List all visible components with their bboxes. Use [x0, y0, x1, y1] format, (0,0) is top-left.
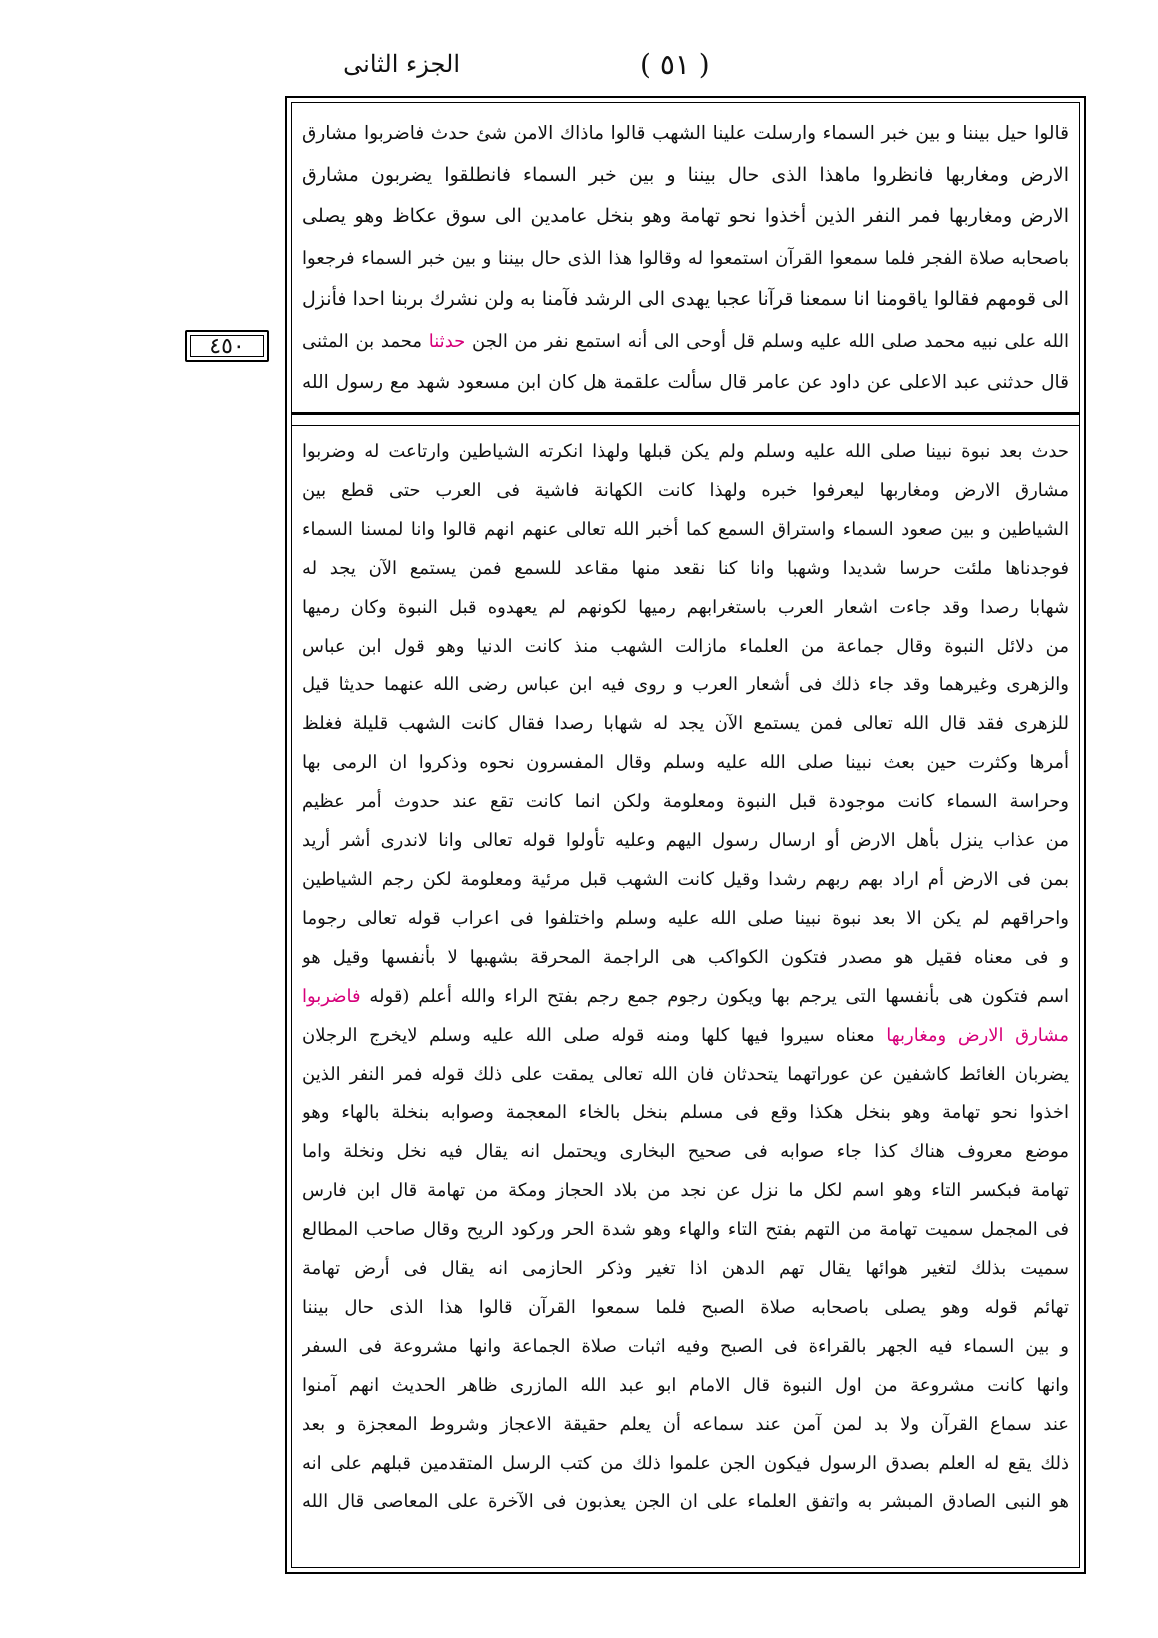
sharh-line: واحراقهم لم يكن الا بعد نبوة نبينا صلى الله عليه وسلم واختلفوا فى اعراب قوله تعالى رجوما — [302, 907, 1069, 929]
sharh-line: من دلائل النبوة وقال جماعة من العلماء مازالت الشهب منذ كانت الدنيا وهو قول ابن عباس — [302, 635, 1069, 657]
sharh-line — [302, 978, 1069, 1017]
sharh-line: ذلك يقع له العلم بصدق الرسول فيكون الجن علموا ذلك من كتب الرسل المتقدمين قبلهم على انه — [302, 1452, 1069, 1474]
matn-text-segment: محمد بن المثنى — [302, 330, 423, 352]
sharh-line: وحراسة السماء كانت موجودة قبل النبوة ومعلومة ولكن انما كانت تقع عند حدوث أمر عظيم — [302, 791, 1069, 813]
matn-line: الى قومهم فقالوا ياقومنا انا سمعنا قرآنا عجبا يهدى الى الرشد فآمنا به ولن نشرك بربنا احدا فأنزل — [302, 288, 1069, 310]
page-header — [280, 48, 1080, 88]
sharh-line: والزهرى وغيرهما وقد جاء ذلك فى أشعار العرب و روى فيه ابن عباس رضى الله عنهما حديثا قيل — [302, 674, 1069, 696]
quoted-phrase: مشارق الارض ومغاربها — [886, 1024, 1069, 1046]
sharh-text-segment: اسم فتكون هى بأنفسها التى يرجم بها ويكون رجوم جمع رجم بفتح الراء والله أعلم (قوله — [369, 985, 1069, 1007]
sharh-line: للزهرى فقد قال الله تعالى فمن يستمع الآن يجد له شهابا رصدا فقال كانت الشهب قليلة فغلظ — [302, 713, 1069, 735]
sharh-line: عند سماع القرآن ولا بد لمن آمن عند سماعه أن يعلم حقيقة الاعجاز وشروط المعجزة و بعد — [302, 1413, 1069, 1435]
sharh-line: هو النبى الصادق المبشر به واتفق العلماء على ان الجن يعذبون فى الآخرة على المعاصى قال الله — [302, 1491, 1069, 1513]
matn-line: الارض ومغاربها فانظروا ماهذا الذى حال بيننا و بين خبر السماء فانطلقوا يضربون مشارق — [302, 163, 1069, 186]
sharh-line: فى المجمل سميت تهامة من التهم بفتح التاء والهاء وهو شدة الحر وركود الريح وقال صاحب المطالع — [302, 1219, 1069, 1241]
sharh-line: يضربان الغائط كاشفين عن عوراتهما يتحدثان فان الله تعالى يمقت على ذلك قوله فمر النفر الذين — [302, 1063, 1069, 1085]
sharh-line: الشياطين و بين صعود السماء واستراق السمع كما أخبر الله تعالى عنهم انهم قالوا وانا لمسنا السماء — [302, 518, 1069, 540]
volume-label: الجزء الثانى — [343, 50, 460, 78]
hadith-number: ٤٥٠ — [209, 333, 245, 359]
sharh-line: سميت بذلك لتغير هوائها يقال تهم الدهن اذا تغير وذكر الحازمى انه يقال فى أرض تهامة — [302, 1258, 1069, 1280]
sharh-line: تهامة فبكسر التاء وهو اسم لكل ما نزل عن نجد من بلاد الحجاز ومكة من تهامة قال ابن فارس — [302, 1180, 1069, 1202]
sharh-line: وانها كانت مشروعة من اول النبوة قال الامام ابو عبد الله المازرى ظاهر الحديث انهم آمنوا — [302, 1374, 1069, 1396]
sharh-line: موضع معروف هناك كذا جاء صوابه فى صحيح البخارى ويحتمل انه يقال فيه نخل ونخلة واما — [302, 1141, 1069, 1163]
sharh-line: اخذوا نحو تهامة وهو بنخل هكذا وقع فى مسلم بنخل بالخاء المعجمة وصوابه بنخلة بالهاء وهو — [302, 1102, 1069, 1124]
sharh-line: و فى معناه فقيل هو مصدر فتكون الكواكب هى الراجمة المحرقة بشهبها لا بأنفسها وقيل هو — [302, 946, 1069, 968]
quoted-phrase: فاضربوا — [302, 985, 361, 1007]
matn-text-segment: الله على نبيه محمد صلى الله عليه وسلم قل أوحى الى أنه استمع نفر من الجن — [472, 330, 1069, 352]
page-frame — [285, 96, 1086, 1574]
page-number: ( ٥١ ) — [640, 48, 710, 81]
sharh-line: أمرها وكثرت حين بعث نبينا صلى الله عليه وسلم وقال المفسرون نحوه وذكروا ان الرمى بها — [302, 752, 1069, 774]
sharh-line: شهابا رصدا وقد جاءت اشعار العرب باستغرابهم رميها لكونهم لم يعهدوه قبل النبوة وكان رميها — [302, 596, 1069, 618]
sharh-line: و بين السماء فيه الجهر بالقراءة فى الصبح وفيه اثبات صلاة الجماعة وانها مشروعة فى السفر — [302, 1335, 1069, 1357]
hadith-text — [302, 113, 1069, 405]
page-frame-inner — [291, 102, 1080, 1568]
sharh-line: فوجدناها ملئت حرسا شديدا وشهبا وانا كنا نقعد منها مقاعد للسمع فمن يستمع الآن يجد له — [302, 557, 1069, 579]
hadith-number-box — [185, 330, 269, 362]
matn-line — [302, 321, 1069, 363]
haddathana-heading: حدثنا — [428, 330, 466, 352]
matn-line: الارض ومغاربها فمر النفر الذين أخذوا نحو تهامة وهو بنخل عامدين الى سوق عكاظ وهو يصلى — [302, 205, 1069, 227]
sharh-text-segment: معناه سيروا فيها كلها ومنه قوله صلى الله عليه وسلم لايخرج الرجلان — [302, 1024, 875, 1046]
matn-line: قالوا حيل بيننا و بين خبر السماء وارسلت علينا الشهب قالوا ماذاك الامن شئ حدث فاضربوا مشارق — [302, 123, 1069, 144]
sharh-line: بمن فى الارض أم اراد بهم ربهم رشدا وقيل كانت الشهب قبل مرئية ومعلومة لكن رجم الشياطين — [302, 868, 1069, 890]
sharh-line: مشارق الارض ومغاربها ليعرفوا خبره ولهذا كانت الكهانة فاشية فى العرب حتى قطع بين — [302, 479, 1069, 501]
sharh-line: من عذاب ينزل بأهل الارض أو ارسال رسول اليهم وعليه تأولوا قوله تعالى وانا لاندرى أشر أريد — [302, 830, 1069, 852]
commentary-text — [302, 433, 1069, 1557]
matn-line: باصحابه صلاة الفجر فلما سمعوا القرآن استمعوا له وقالوا هذا الذى حال بيننا و بين خبر السماء فرجعوا — [302, 247, 1069, 269]
sharh-line — [302, 1017, 1069, 1056]
section-divider — [292, 412, 1079, 426]
sharh-line: حدث بعد نبوة نبينا صلى الله عليه وسلم ولم يكن قبلها ولهذا انكرته الشياطين وارتاعت له وضربوا — [302, 441, 1069, 462]
sharh-line: تهائم قوله وهو يصلى باصحابه صلاة الصبح فلما سمعوا القرآن قالوا هذا الذى حال بيننا — [302, 1296, 1069, 1318]
matn-line: قال حدثنى عبد الاعلى عن داود عن عامر قال سألت علقمة هل كان ابن مسعود شهد مع رسول الله — [302, 372, 1069, 393]
